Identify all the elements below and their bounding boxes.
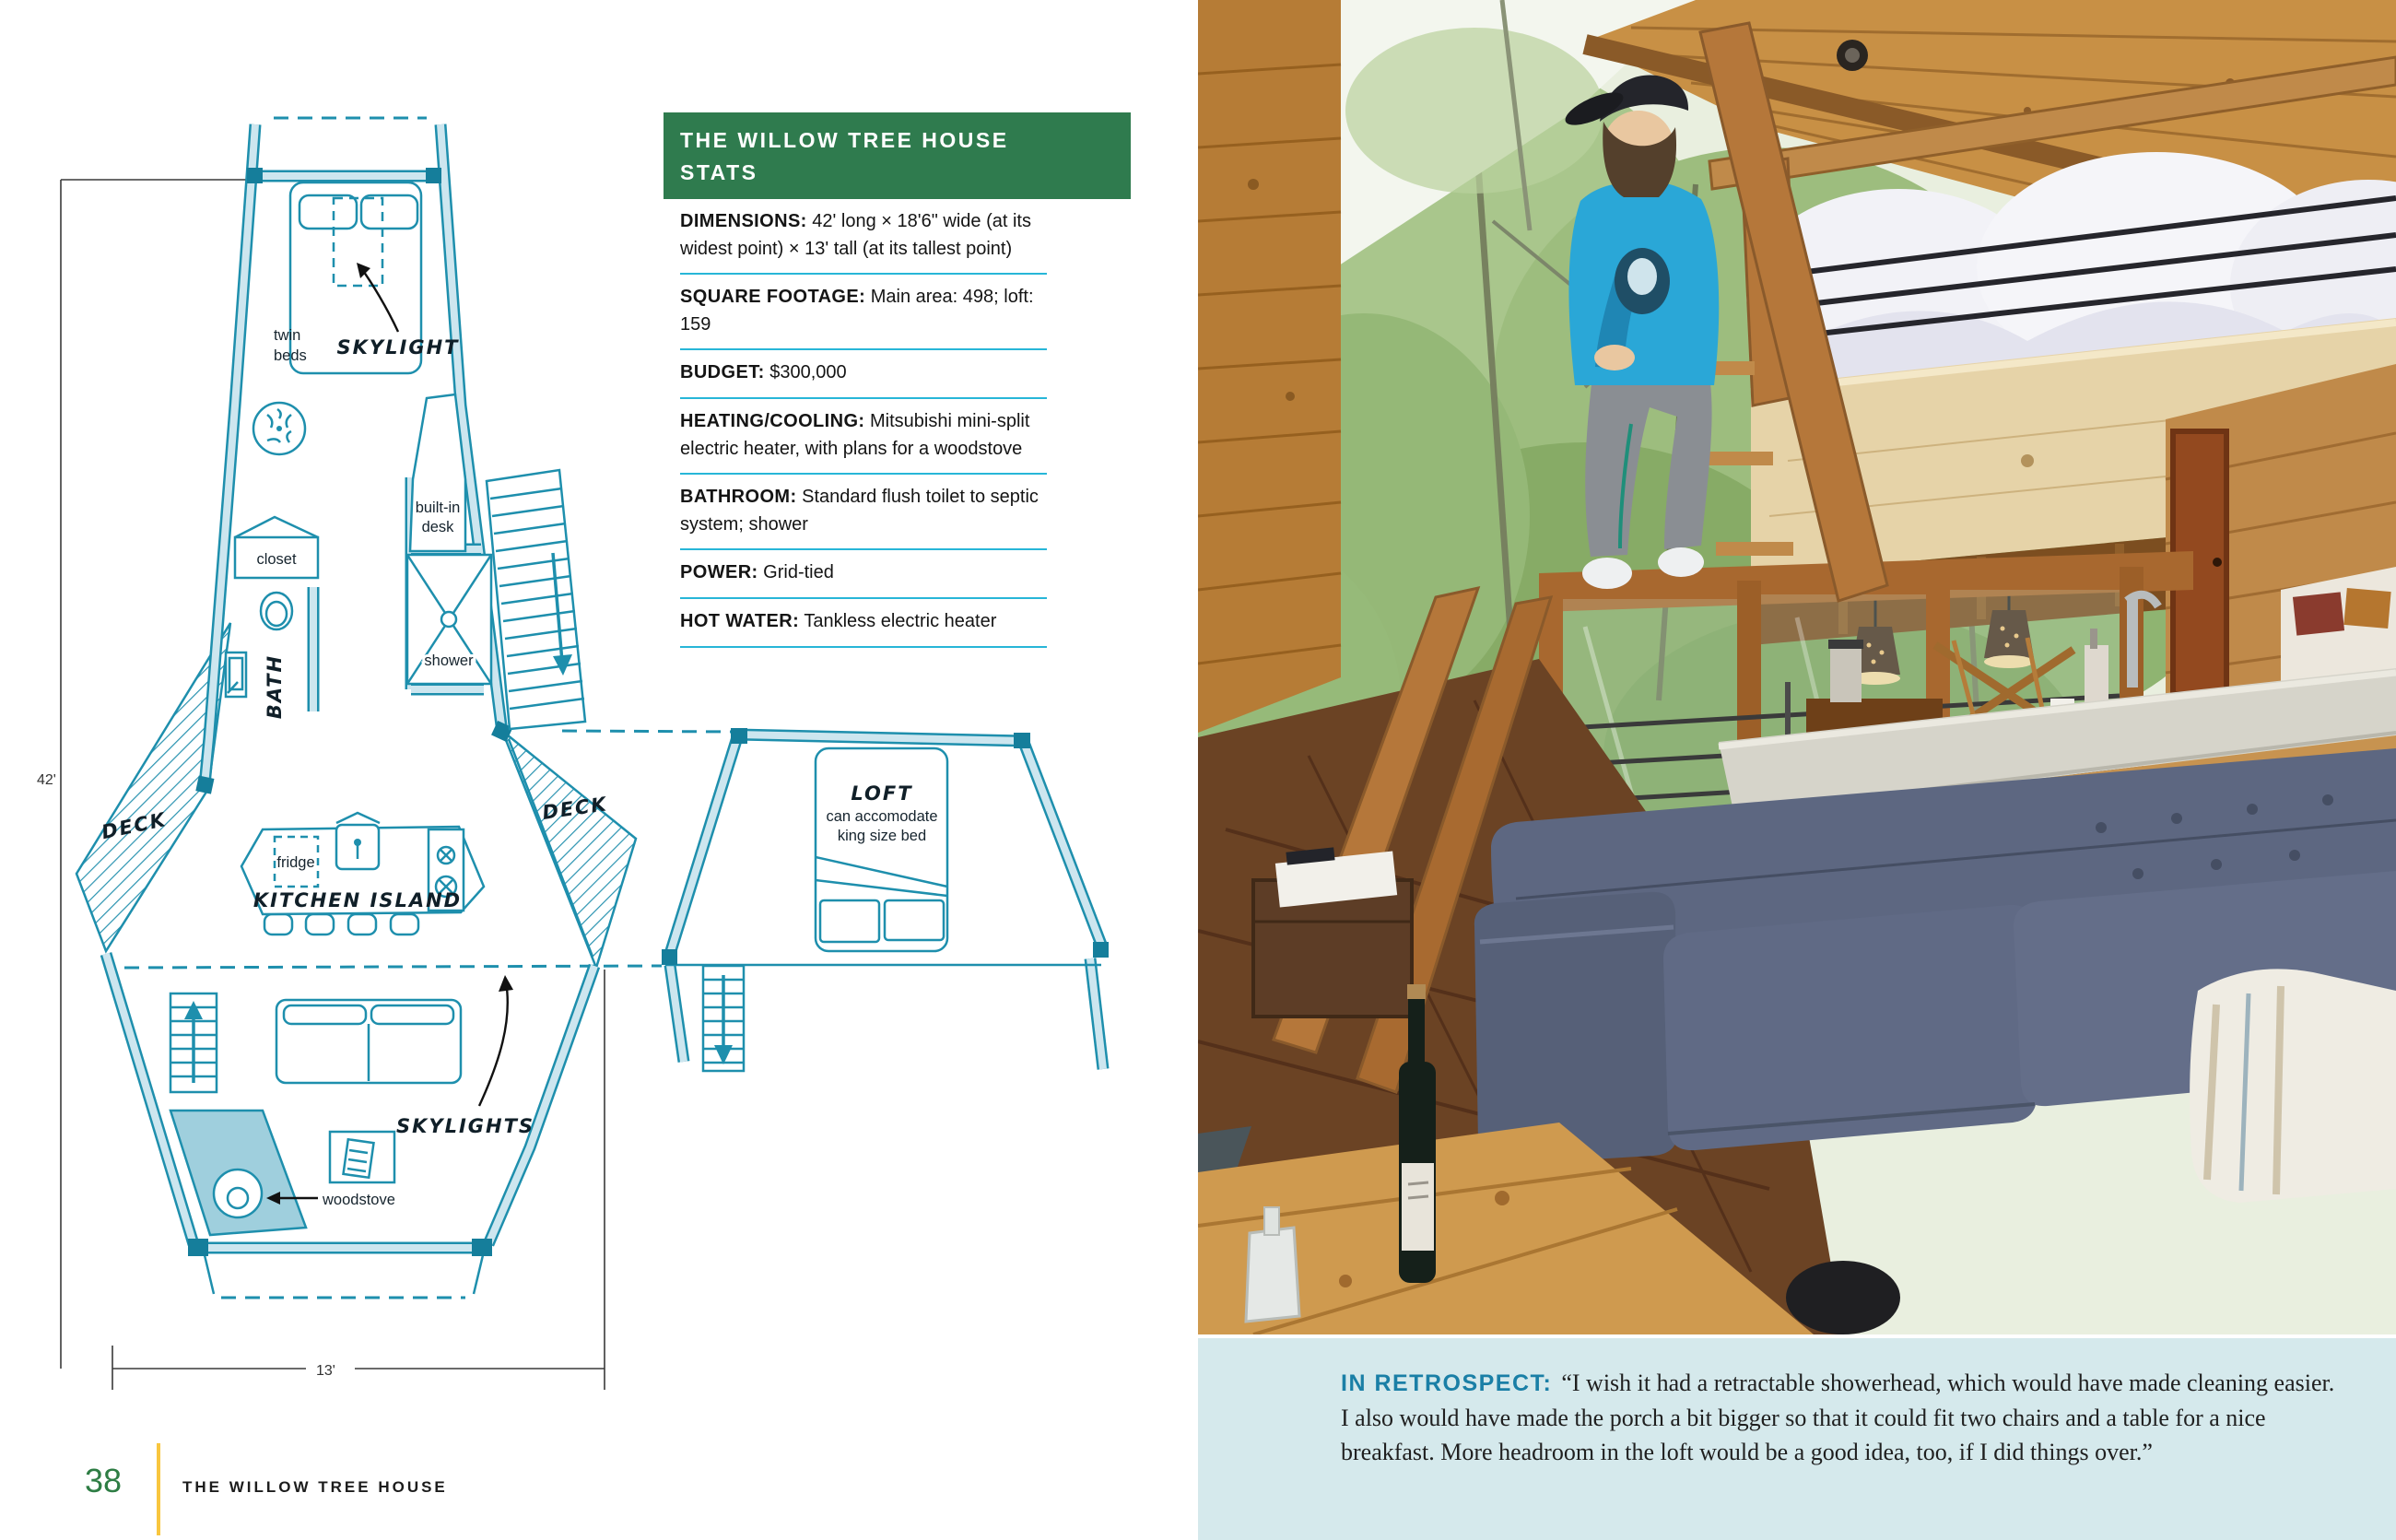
footer-divider <box>157 1443 160 1535</box>
retrospect-quote: “I wish it had a retractable showerhead, which would have made cleaning easier. I also would have made the porch a bit bigger so that it could fit two chairs and a table for a nice breakfast. More headroom in the loft would be a good idea, too, if I did things over.” <box>1341 1370 2335 1466</box>
twin-beds-label-1: twin <box>274 327 301 344</box>
retrospect-text <box>1341 1366 2341 1470</box>
loft-sub-label-2: king size bed <box>837 828 927 844</box>
stats-row-power: POWER: Grid-tied <box>680 550 1047 599</box>
fridge-label: fridge <box>276 854 315 871</box>
skylights-label: SKYLIGHTS <box>395 1115 535 1137</box>
stats-header <box>664 112 1131 199</box>
plan-kitchen <box>241 813 484 935</box>
retrospect-box <box>1198 1338 2396 1540</box>
loft-sub-label-1: can accomodate <box>826 808 938 825</box>
plan-bathroom <box>226 517 318 719</box>
kitchen-island-label: KITCHEN ISLAND <box>253 889 463 911</box>
stats-row-budget: BUDGET: $300,000 <box>680 350 1047 399</box>
footer-book-title: THE WILLOW TREE HOUSE <box>182 1478 448 1496</box>
deck-left-label: DECK <box>100 807 169 844</box>
deck-right-label: DECK <box>540 793 610 824</box>
dim-13ft: 13' <box>316 1363 335 1379</box>
interior-photo <box>1198 0 2396 1334</box>
stats-title-line1: THE WILLOW TREE HOUSE <box>680 128 1009 152</box>
page-number: 38 <box>85 1462 123 1499</box>
plan-living <box>170 975 534 1235</box>
skylight-label: SKYLIGHT <box>336 336 460 359</box>
stats-panel <box>664 112 1131 648</box>
stats-row-bathroom: BATHROOM: Standard flush toilet to septic system; shower <box>680 475 1047 550</box>
bath-label: BATH <box>264 653 286 720</box>
loft-label: LOFT <box>851 782 913 805</box>
stats-row-heating: HEATING/COOLING: Mitsubishi mini-split electric heater, with plans for a woodstove <box>680 399 1047 475</box>
stats-row-hot-water: HOT WATER: Tankless electric heater <box>680 599 1047 648</box>
twin-beds-label-2: beds <box>274 347 307 364</box>
stats-row-dimensions: DIMENSIONS: 42' long × 18'6" wide (at its widest point) × 13' tall (at its tallest point) <box>680 199 1047 275</box>
built-in-desk-label-2: desk <box>421 519 454 535</box>
retrospect-label: IN RETROSPECT: <box>1341 1370 1553 1396</box>
stats-title-line2: STATS <box>680 159 758 184</box>
woodstove-label: woodstove <box>323 1192 395 1208</box>
deck-right <box>502 731 636 968</box>
plan-loft <box>662 728 1109 1071</box>
photo-left-wall <box>1198 0 1341 733</box>
shower-label: shower <box>424 652 474 669</box>
closet-label: closet <box>256 551 297 568</box>
stats-row-square-footage: SQUARE FOOTAGE: Main area: 498; loft: 159 <box>680 275 1047 350</box>
built-in-desk-label-1: built-in <box>415 500 461 516</box>
stats-rows <box>680 199 1047 648</box>
dim-42ft: 42' <box>37 772 56 788</box>
